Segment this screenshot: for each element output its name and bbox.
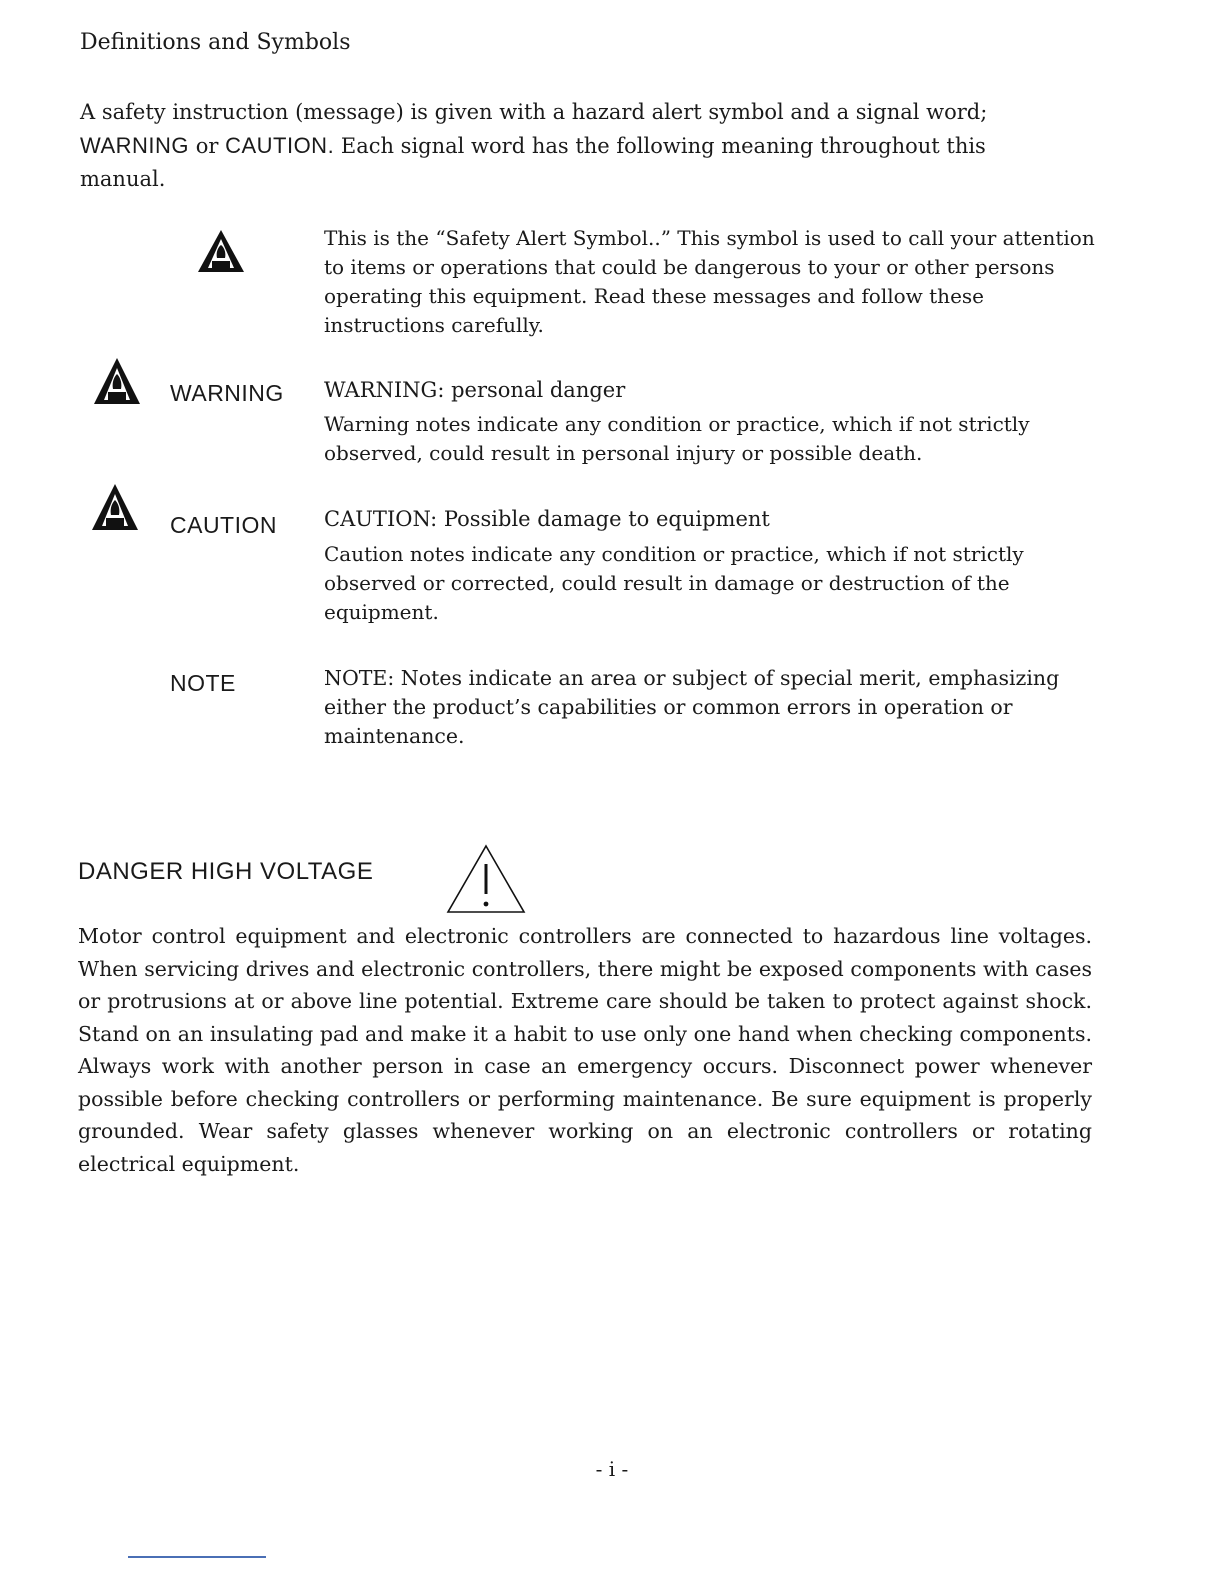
note-label: NOTE <box>170 670 236 696</box>
caution-label: CAUTION <box>170 512 277 538</box>
high-voltage-warning-triangle-icon <box>444 842 528 920</box>
intro-or-word: or <box>189 134 226 158</box>
intro-paragraph <box>80 96 1040 196</box>
intro-text-after: Each signal word has the following meaning throughout this manual. <box>80 134 986 191</box>
warning-alert-triangle-icon <box>92 356 142 406</box>
warning-label: WARNING <box>170 380 284 406</box>
danger-high-voltage-title: DANGER HIGH VOLTAGE <box>78 858 374 885</box>
caution-title: CAUTION: Possible damage to equipment <box>324 507 770 531</box>
warning-body: Warning notes indicate any condition or practice, which if not strictly observed, could result in personal injury or possible death. <box>324 412 1030 465</box>
safety-alert-triangle-icon <box>196 228 246 274</box>
warning-title: WARNING: personal danger <box>324 378 626 402</box>
footer-rule <box>128 1556 266 1558</box>
caution-alert-triangle-icon <box>90 482 140 532</box>
intro-warning-word: WARNING <box>80 133 190 158</box>
note-body: NOTE: Notes indicate an area or subject of special merit, emphasizing either the product’s capabilities or common errors in operation or maintenance. <box>324 666 1060 748</box>
intro-text-before: A safety instruction (message) is given with a hazard alert symbol and a signal word; <box>80 100 988 124</box>
page-number: - i - <box>595 1457 629 1481</box>
safety-alert-description: This is the “Safety Alert Symbol..” This symbol is used to call your attention to items or operations that could be dangerous to your or other persons operating this equipment. Read these messages and follow these instructions carefully. <box>324 226 1095 337</box>
intro-caution-word: CAUTION. <box>225 133 335 158</box>
page-heading: Definitions and Symbols <box>80 30 351 55</box>
caution-body: Caution notes indicate any condition or practice, which if not strictly observed or corrected, could result in damage or destruction of the equipment. <box>324 542 1024 624</box>
danger-high-voltage-body: Motor control equipment and electronic controllers are connected to hazardous line voltages. When servicing drives and electronic controllers, there might be exposed components with cases or protrusions at or above line potential. Extreme care should be taken to protect against shock. Stand on an insulating pad and make it a habit to use only one hand when checking components. Always work with another person in case an emergency occurs. Disconnect power whenever possible before checking controllers or performing maintenance. Be sure equipment is properly grounded. Wear safety glasses whenever working on an electronic controllers or rotating electrical equipment. <box>78 924 1092 1176</box>
